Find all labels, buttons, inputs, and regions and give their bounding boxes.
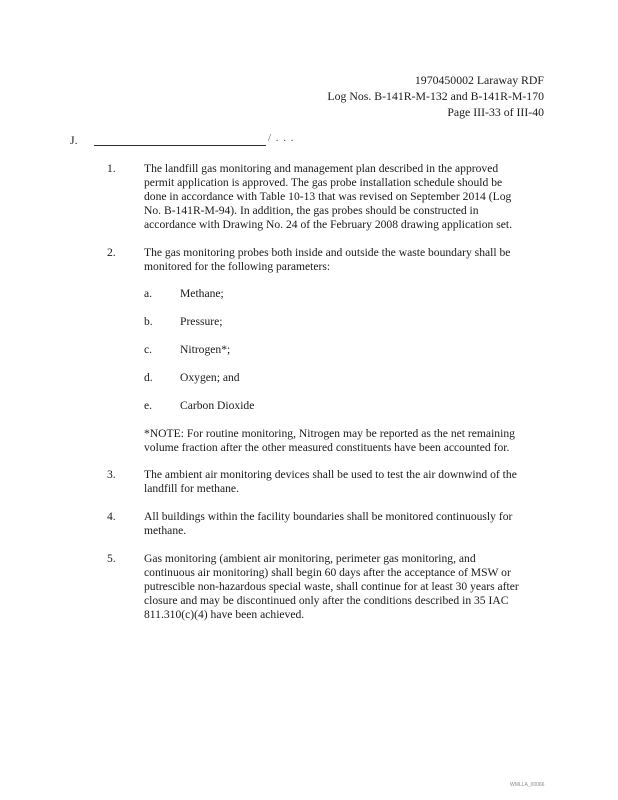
item-text	[144, 246, 544, 274]
parameter-letter: e.	[144, 399, 153, 412]
page-header	[327, 72, 544, 120]
text-line: Gas monitoring (ambient air monitoring, perimeter gas monitoring, and	[144, 552, 476, 565]
parameter-letter: d.	[144, 371, 153, 384]
text-line: The ambient air monitoring devices shall be used to test the air downwind of the	[144, 468, 517, 481]
parameter-letter: b.	[144, 315, 153, 328]
parameter-text: Carbon Dioxide	[180, 399, 255, 412]
text-line: 811.310(c)(4) have been achieved.	[144, 608, 305, 621]
text-line: done in accordance with Table 10-13 that was revised on September 2014 (Log	[144, 190, 512, 203]
text-line: landfill for methane.	[144, 482, 239, 495]
section-letter: J.	[70, 133, 78, 147]
item-number: 2.	[107, 246, 116, 259]
text-line: continuous air monitoring) shall begin 60 days after the acceptance of MSW or	[144, 566, 511, 579]
text-line: methane.	[144, 524, 187, 537]
item-text	[144, 162, 544, 232]
bates-stamp: WMLLA_00066	[510, 782, 545, 788]
text-line: putrescible non-hazardous special waste, shall continue for at least 30 years after	[144, 580, 519, 593]
item-text	[144, 468, 544, 496]
header-log-line: Log Nos. B-141R-M-132 and B-141R-M-170	[327, 89, 544, 103]
note-text	[144, 427, 544, 455]
item-number: 3.	[107, 468, 116, 481]
header-page-line: Page III-33 of III-40	[447, 105, 544, 119]
section-title-blank	[94, 145, 266, 146]
text-line: accordance with Drawing No. 24 of the February 2008 drawing application set.	[144, 218, 512, 231]
text-line: No. B-141R-M-94). In addition, the gas probes should be constructed in	[144, 204, 479, 217]
item-number: 1.	[107, 162, 116, 175]
parameter-letter: a.	[144, 287, 153, 300]
section-title-fragment: / . . .	[268, 132, 295, 144]
text-line: *NOTE: For routine monitoring, Nitrogen may be reported as the net remaining	[144, 427, 515, 440]
item-text	[144, 510, 544, 538]
text-line: The gas monitoring probes both inside and outside the waste boundary shall be	[144, 246, 511, 259]
item-number: 5.	[107, 552, 116, 565]
item-number: 4.	[107, 510, 116, 523]
parameter-text: Nitrogen*;	[180, 343, 231, 356]
parameter-text: Methane;	[180, 287, 224, 300]
text-line: The landfill gas monitoring and management plan described in the approved	[144, 162, 499, 175]
text-line: volume fraction after the other measured constituents have been accounted for.	[144, 441, 510, 454]
text-line: monitored for the following parameters:	[144, 260, 331, 273]
text-line: All buildings within the facility boundaries shall be monitored continuously for	[144, 510, 513, 523]
header-permit-line: 1970450002 Laraway RDF	[414, 73, 544, 87]
item-text	[144, 552, 544, 622]
parameter-text: Oxygen; and	[180, 371, 240, 384]
parameter-letter: c.	[144, 343, 153, 356]
text-line: closure and may be discontinued only after the conditions described in 35 IAC	[144, 594, 509, 607]
parameter-text: Pressure;	[180, 315, 223, 328]
text-line: permit application is approved. The gas probe installation schedule should be	[144, 176, 503, 189]
